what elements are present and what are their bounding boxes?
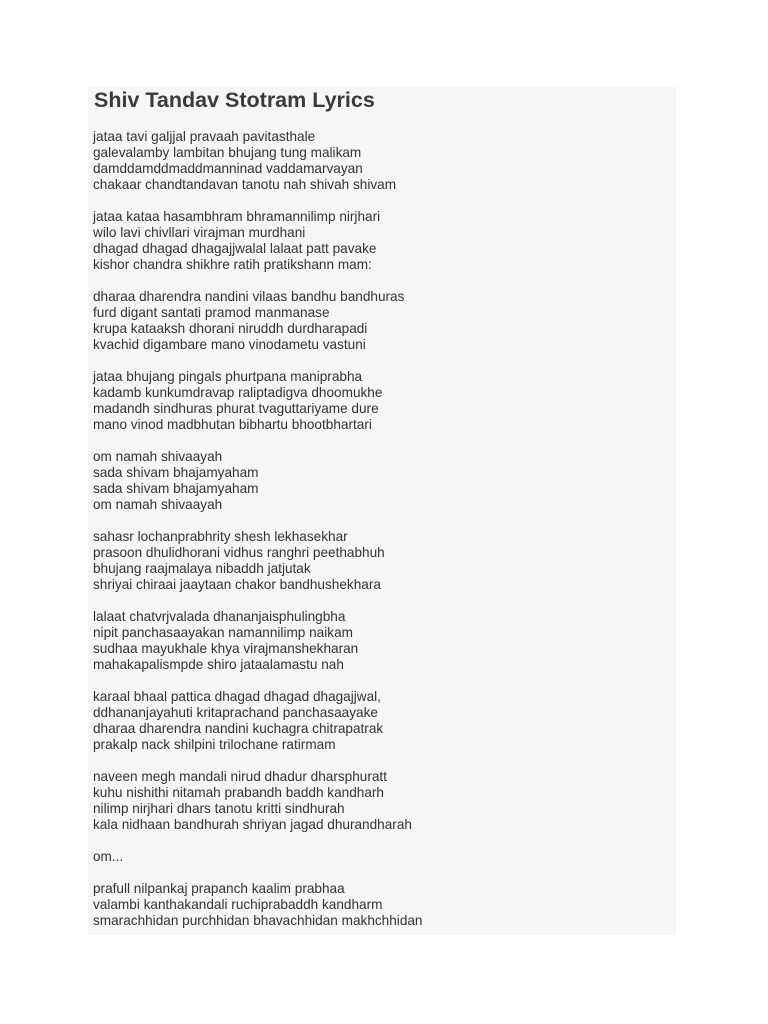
lyrics-line: mahakapalismpde shiro jataalamastu nah bbox=[93, 657, 344, 672]
lyrics-line: valambi kanthakandali ruchiprabaddh kandharm bbox=[93, 897, 383, 912]
document-page bbox=[88, 87, 676, 935]
lyrics-line: sudhaa mayukhale khya virajmanshekharan bbox=[93, 641, 359, 656]
page-title: Shiv Tandav Stotram Lyrics bbox=[94, 88, 375, 112]
lyrics-stanza bbox=[93, 449, 673, 513]
lyrics-line: damddamddmaddmanninad vaddamarvayan bbox=[93, 161, 363, 176]
lyrics-line: galevalamby lambitan bhujang tung malikam bbox=[93, 145, 362, 160]
lyrics-stanza bbox=[93, 129, 673, 193]
lyrics-line: dharaa dharendra nandini kuchagra chitrapatrak bbox=[93, 721, 384, 736]
lyrics-stanza bbox=[93, 769, 673, 833]
lyrics-line: prakalp nack shilpini trilochane ratirmam bbox=[93, 737, 336, 752]
lyrics-stanza bbox=[93, 289, 673, 353]
lyrics-line: naveen megh mandali nirud dhadur dharsphuratt bbox=[93, 769, 387, 784]
lyrics-line: mano vinod madbhutan bibhartu bhootbhartari bbox=[93, 417, 372, 432]
lyrics-stanza bbox=[93, 609, 673, 673]
lyrics-line: jataa tavi galjjal pravaah pavitasthale bbox=[93, 129, 316, 144]
lyrics-line: dharaa dharendra nandini vilaas bandhu bandhuras bbox=[93, 289, 405, 304]
lyrics-stanza bbox=[93, 849, 673, 865]
lyrics-line: krupa kataaksh dhorani niruddh durdharapadi bbox=[93, 321, 368, 336]
lyrics-line: kvachid digambare mano vinodametu vastuni bbox=[93, 337, 366, 352]
lyrics-line: om namah shivaayah bbox=[93, 497, 223, 512]
lyrics-line: kala nidhaan bandhurah shriyan jagad dhurandharah bbox=[93, 817, 412, 832]
lyrics-line: shriyai chiraai jaaytaan chakor bandhushekhara bbox=[93, 577, 381, 592]
lyrics-line: nipit panchasaayakan namannilimp naikam bbox=[93, 625, 353, 640]
lyrics-line: ddhananjayahuti kritaprachand panchasaayake bbox=[93, 705, 378, 720]
lyrics-body bbox=[93, 129, 673, 935]
lyrics-stanza bbox=[93, 689, 673, 753]
lyrics-line: sada shivam bhajamyaham bbox=[93, 465, 259, 480]
lyrics-line: karaal bhaal pattica dhagad dhagad dhagajjwal, bbox=[93, 689, 381, 704]
lyrics-line: kuhu nishithi nitamah prabandh baddh kandharh bbox=[93, 785, 384, 800]
lyrics-stanza bbox=[93, 881, 673, 929]
lyrics-line: sahasr lochanprabhrity shesh lekhasekhar bbox=[93, 529, 348, 544]
lyrics-line: om... bbox=[93, 849, 124, 864]
lyrics-line: jataa bhujang pingals phurtpana maniprabha bbox=[93, 369, 363, 384]
lyrics-stanza bbox=[93, 369, 673, 433]
lyrics-line: madandh sindhuras phurat tvaguttariyame dure bbox=[93, 401, 379, 416]
lyrics-stanza bbox=[93, 209, 673, 273]
lyrics-line: om namah shivaayah bbox=[93, 449, 223, 464]
lyrics-line: bhujang raajmalaya nibaddh jatjutak bbox=[93, 561, 311, 576]
lyrics-line: smarachhidan purchhidan bhavachhidan makhchhidan bbox=[93, 913, 423, 928]
lyrics-line: furd digant santati pramod manmanase bbox=[93, 305, 330, 320]
lyrics-line: prasoon dhulidhorani vidhus ranghri peethabhuh bbox=[93, 545, 385, 560]
lyrics-line: kadamb kunkumdravap raliptadigva dhoomukhe bbox=[93, 385, 383, 400]
lyrics-line: prafull nilpankaj prapanch kaalim prabhaa bbox=[93, 881, 345, 896]
lyrics-line: jataa kataa hasambhram bhramannilimp nirjhari bbox=[93, 209, 381, 224]
lyrics-stanza bbox=[93, 529, 673, 593]
lyrics-line: kishor chandra shikhre ratih pratikshann mam: bbox=[93, 257, 372, 272]
lyrics-line: lalaat chatvrjvalada dhananjaisphulingbha bbox=[93, 609, 346, 624]
lyrics-line: chakaar chandtandavan tanotu nah shivah shivam bbox=[93, 177, 397, 192]
lyrics-line: dhagad dhagad dhagajjwalal lalaat patt pavake bbox=[93, 241, 377, 256]
lyrics-line: wilo lavi chivllari virajman murdhani bbox=[93, 225, 306, 240]
lyrics-line: sada shivam bhajamyaham bbox=[93, 481, 259, 496]
lyrics-line: nilimp nirjhari dhars tanotu kritti sindhurah bbox=[93, 801, 345, 816]
